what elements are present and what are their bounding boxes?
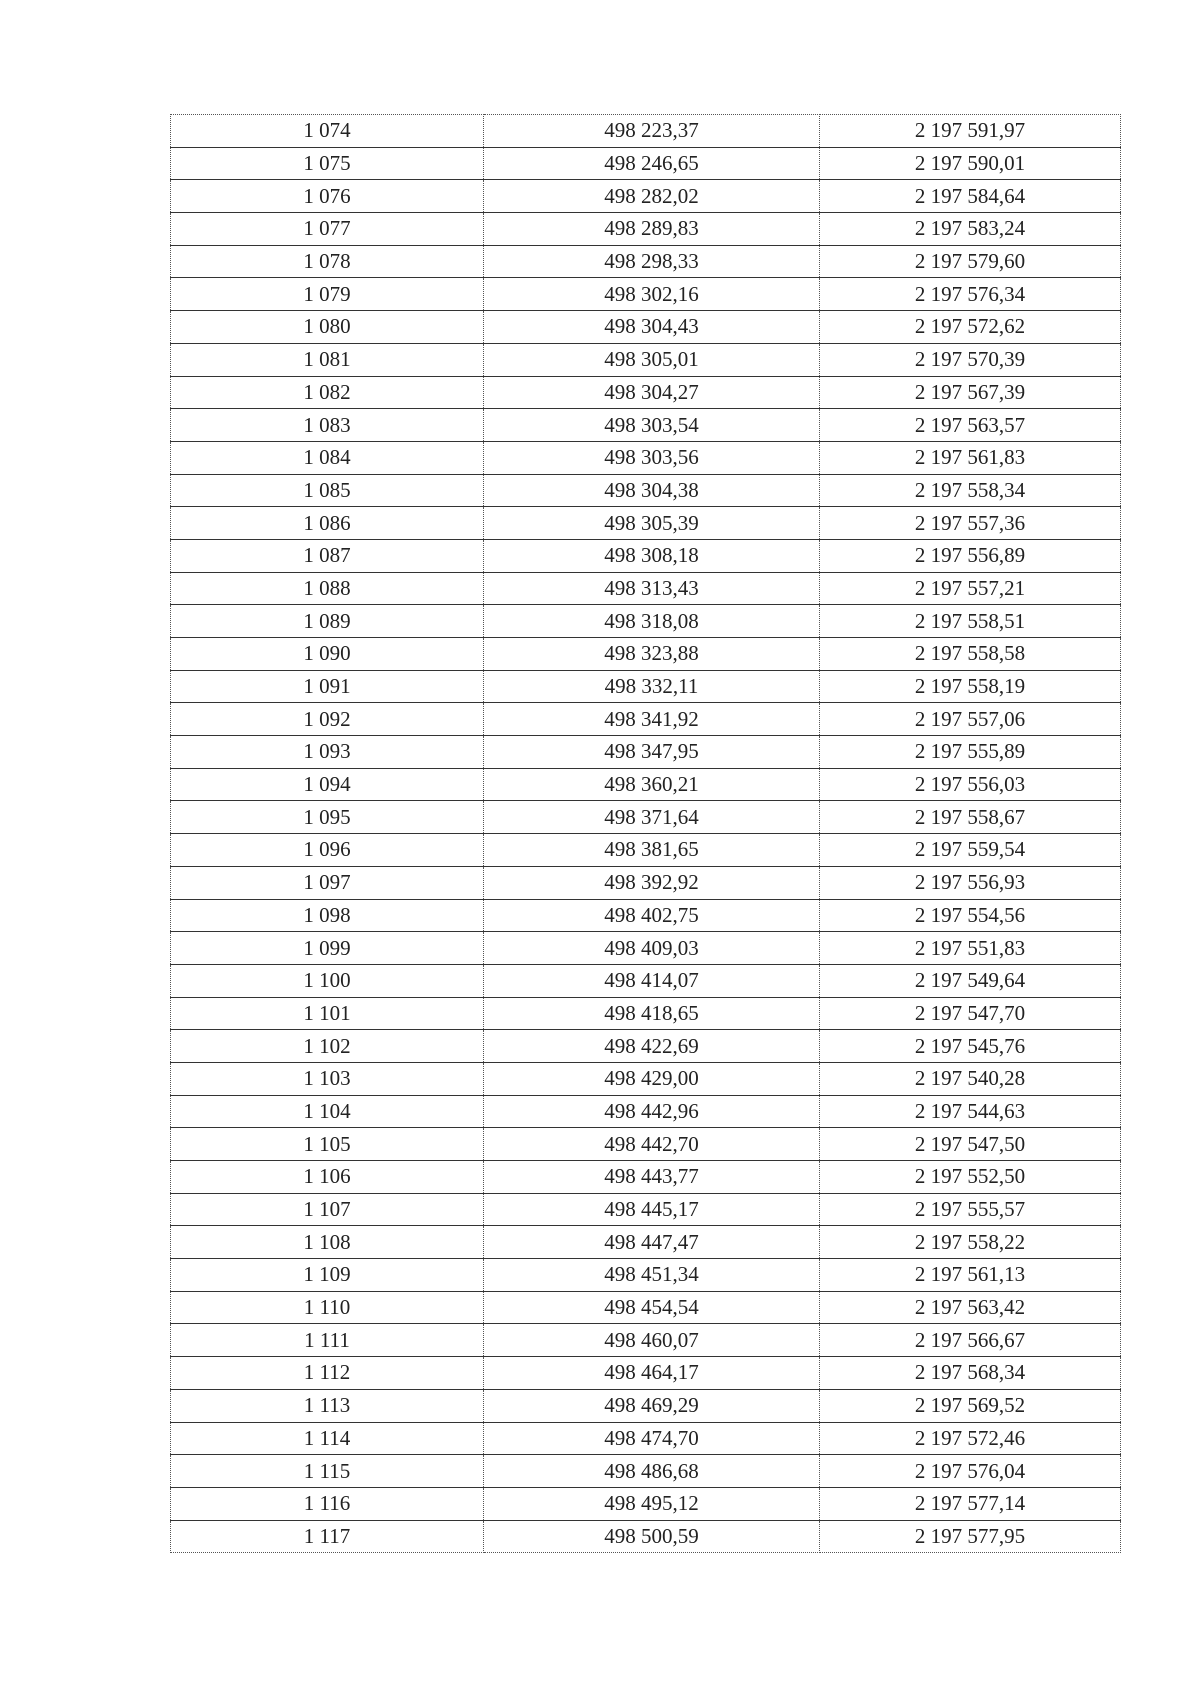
x-coordinate-cell: 498 442,96 [484,1095,820,1128]
point-number-cell: 1 096 [171,834,484,867]
x-coordinate-cell: 498 304,27 [484,376,820,409]
coordinates-table [170,114,1121,1553]
table-row [171,1291,1121,1324]
x-coordinate-cell: 498 418,65 [484,997,820,1030]
x-coordinate-cell: 498 318,08 [484,605,820,638]
x-coordinate-cell: 498 464,17 [484,1357,820,1390]
x-coordinate-cell: 498 409,03 [484,932,820,965]
point-number-cell: 1 095 [171,801,484,834]
y-coordinate-cell: 2 197 558,58 [820,638,1121,671]
point-number-cell: 1 116 [171,1487,484,1520]
y-coordinate-cell: 2 197 540,28 [820,1062,1121,1095]
y-coordinate-cell: 2 197 576,34 [820,278,1121,311]
point-number-cell: 1 091 [171,670,484,703]
x-coordinate-cell: 498 360,21 [484,768,820,801]
point-number-cell: 1 084 [171,441,484,474]
y-coordinate-cell: 2 197 561,83 [820,441,1121,474]
y-coordinate-cell: 2 197 559,54 [820,834,1121,867]
x-coordinate-cell: 498 402,75 [484,899,820,932]
table-row [171,1062,1121,1095]
x-coordinate-cell: 498 486,68 [484,1455,820,1488]
x-coordinate-cell: 498 303,54 [484,409,820,442]
point-number-cell: 1 102 [171,1030,484,1063]
x-coordinate-cell: 498 371,64 [484,801,820,834]
table-row [171,1095,1121,1128]
table-row [171,866,1121,899]
point-number-cell: 1 112 [171,1357,484,1390]
y-coordinate-cell: 2 197 558,22 [820,1226,1121,1259]
point-number-cell: 1 111 [171,1324,484,1357]
y-coordinate-cell: 2 197 577,14 [820,1487,1121,1520]
table-row [171,703,1121,736]
table-row [171,278,1121,311]
table-row [171,572,1121,605]
table-row [171,1324,1121,1357]
point-number-cell: 1 109 [171,1259,484,1292]
y-coordinate-cell: 2 197 558,51 [820,605,1121,638]
y-coordinate-cell: 2 197 570,39 [820,343,1121,376]
point-number-cell: 1 092 [171,703,484,736]
y-coordinate-cell: 2 197 544,63 [820,1095,1121,1128]
y-coordinate-cell: 2 197 554,56 [820,899,1121,932]
table-row [171,115,1121,148]
x-coordinate-cell: 498 308,18 [484,539,820,572]
x-coordinate-cell: 498 454,54 [484,1291,820,1324]
y-coordinate-cell: 2 197 584,64 [820,180,1121,213]
y-coordinate-cell: 2 197 569,52 [820,1389,1121,1422]
x-coordinate-cell: 498 381,65 [484,834,820,867]
point-number-cell: 1 098 [171,899,484,932]
table-row [171,1520,1121,1553]
y-coordinate-cell: 2 197 591,97 [820,115,1121,148]
y-coordinate-cell: 2 197 576,04 [820,1455,1121,1488]
x-coordinate-cell: 498 302,16 [484,278,820,311]
x-coordinate-cell: 498 347,95 [484,736,820,769]
point-number-cell: 1 113 [171,1389,484,1422]
point-number-cell: 1 105 [171,1128,484,1161]
table-row [171,1193,1121,1226]
x-coordinate-cell: 498 451,34 [484,1259,820,1292]
y-coordinate-cell: 2 197 556,03 [820,768,1121,801]
coordinates-table-body [171,115,1121,1553]
point-number-cell: 1 089 [171,605,484,638]
table-row [171,1422,1121,1455]
table-row [171,899,1121,932]
x-coordinate-cell: 498 246,65 [484,147,820,180]
table-row [171,213,1121,246]
point-number-cell: 1 078 [171,245,484,278]
table-row [171,964,1121,997]
table-row [171,1226,1121,1259]
table-row [171,670,1121,703]
y-coordinate-cell: 2 197 563,42 [820,1291,1121,1324]
y-coordinate-cell: 2 197 579,60 [820,245,1121,278]
y-coordinate-cell: 2 197 568,34 [820,1357,1121,1390]
x-coordinate-cell: 498 422,69 [484,1030,820,1063]
y-coordinate-cell: 2 197 557,21 [820,572,1121,605]
x-coordinate-cell: 498 445,17 [484,1193,820,1226]
table-row [171,1030,1121,1063]
x-coordinate-cell: 498 414,07 [484,964,820,997]
point-number-cell: 1 114 [171,1422,484,1455]
point-number-cell: 1 074 [171,115,484,148]
table-row [171,539,1121,572]
point-number-cell: 1 090 [171,638,484,671]
x-coordinate-cell: 498 313,43 [484,572,820,605]
x-coordinate-cell: 498 223,37 [484,115,820,148]
y-coordinate-cell: 2 197 547,50 [820,1128,1121,1161]
y-coordinate-cell: 2 197 549,64 [820,964,1121,997]
y-coordinate-cell: 2 197 551,83 [820,932,1121,965]
x-coordinate-cell: 498 460,07 [484,1324,820,1357]
table-row [171,1259,1121,1292]
x-coordinate-cell: 498 447,47 [484,1226,820,1259]
point-number-cell: 1 081 [171,343,484,376]
y-coordinate-cell: 2 197 547,70 [820,997,1121,1030]
y-coordinate-cell: 2 197 558,34 [820,474,1121,507]
point-number-cell: 1 086 [171,507,484,540]
point-number-cell: 1 083 [171,409,484,442]
table-row [171,834,1121,867]
point-number-cell: 1 101 [171,997,484,1030]
table-row [171,343,1121,376]
y-coordinate-cell: 2 197 556,93 [820,866,1121,899]
point-number-cell: 1 106 [171,1161,484,1194]
point-number-cell: 1 087 [171,539,484,572]
x-coordinate-cell: 498 332,11 [484,670,820,703]
y-coordinate-cell: 2 197 557,36 [820,507,1121,540]
point-number-cell: 1 108 [171,1226,484,1259]
table-row [171,1389,1121,1422]
y-coordinate-cell: 2 197 590,01 [820,147,1121,180]
x-coordinate-cell: 498 341,92 [484,703,820,736]
table-row [171,441,1121,474]
y-coordinate-cell: 2 197 558,67 [820,801,1121,834]
y-coordinate-cell: 2 197 555,57 [820,1193,1121,1226]
y-coordinate-cell: 2 197 577,95 [820,1520,1121,1553]
table-row [171,311,1121,344]
y-coordinate-cell: 2 197 545,76 [820,1030,1121,1063]
point-number-cell: 1 085 [171,474,484,507]
x-coordinate-cell: 498 298,33 [484,245,820,278]
y-coordinate-cell: 2 197 561,13 [820,1259,1121,1292]
table-row [171,147,1121,180]
point-number-cell: 1 099 [171,932,484,965]
point-number-cell: 1 115 [171,1455,484,1488]
point-number-cell: 1 110 [171,1291,484,1324]
x-coordinate-cell: 498 303,56 [484,441,820,474]
point-number-cell: 1 088 [171,572,484,605]
point-number-cell: 1 079 [171,278,484,311]
x-coordinate-cell: 498 289,83 [484,213,820,246]
table-row [171,376,1121,409]
x-coordinate-cell: 498 282,02 [484,180,820,213]
table-row [171,180,1121,213]
y-coordinate-cell: 2 197 583,24 [820,213,1121,246]
point-number-cell: 1 080 [171,311,484,344]
table-row [171,605,1121,638]
x-coordinate-cell: 498 429,00 [484,1062,820,1095]
table-row [171,1487,1121,1520]
point-number-cell: 1 093 [171,736,484,769]
y-coordinate-cell: 2 197 552,50 [820,1161,1121,1194]
table-row [171,507,1121,540]
point-number-cell: 1 097 [171,866,484,899]
y-coordinate-cell: 2 197 557,06 [820,703,1121,736]
x-coordinate-cell: 498 323,88 [484,638,820,671]
table-row [171,736,1121,769]
point-number-cell: 1 077 [171,213,484,246]
x-coordinate-cell: 498 442,70 [484,1128,820,1161]
point-number-cell: 1 104 [171,1095,484,1128]
table-row [171,245,1121,278]
table-row [171,638,1121,671]
point-number-cell: 1 076 [171,180,484,213]
point-number-cell: 1 103 [171,1062,484,1095]
y-coordinate-cell: 2 197 572,46 [820,1422,1121,1455]
x-coordinate-cell: 498 305,39 [484,507,820,540]
y-coordinate-cell: 2 197 567,39 [820,376,1121,409]
point-number-cell: 1 094 [171,768,484,801]
table-row [171,1128,1121,1161]
table-row [171,474,1121,507]
point-number-cell: 1 100 [171,964,484,997]
x-coordinate-cell: 498 474,70 [484,1422,820,1455]
point-number-cell: 1 107 [171,1193,484,1226]
point-number-cell: 1 082 [171,376,484,409]
y-coordinate-cell: 2 197 558,19 [820,670,1121,703]
y-coordinate-cell: 2 197 556,89 [820,539,1121,572]
point-number-cell: 1 075 [171,147,484,180]
table-row [171,932,1121,965]
y-coordinate-cell: 2 197 555,89 [820,736,1121,769]
x-coordinate-cell: 498 495,12 [484,1487,820,1520]
x-coordinate-cell: 498 304,38 [484,474,820,507]
x-coordinate-cell: 498 500,59 [484,1520,820,1553]
y-coordinate-cell: 2 197 563,57 [820,409,1121,442]
x-coordinate-cell: 498 305,01 [484,343,820,376]
table-row [171,1455,1121,1488]
table-row [171,1357,1121,1390]
point-number-cell: 1 117 [171,1520,484,1553]
y-coordinate-cell: 2 197 566,67 [820,1324,1121,1357]
x-coordinate-cell: 498 304,43 [484,311,820,344]
x-coordinate-cell: 498 443,77 [484,1161,820,1194]
table-row [171,801,1121,834]
table-row [171,409,1121,442]
x-coordinate-cell: 498 469,29 [484,1389,820,1422]
x-coordinate-cell: 498 392,92 [484,866,820,899]
y-coordinate-cell: 2 197 572,62 [820,311,1121,344]
table-row [171,997,1121,1030]
table-row [171,768,1121,801]
table-row [171,1161,1121,1194]
